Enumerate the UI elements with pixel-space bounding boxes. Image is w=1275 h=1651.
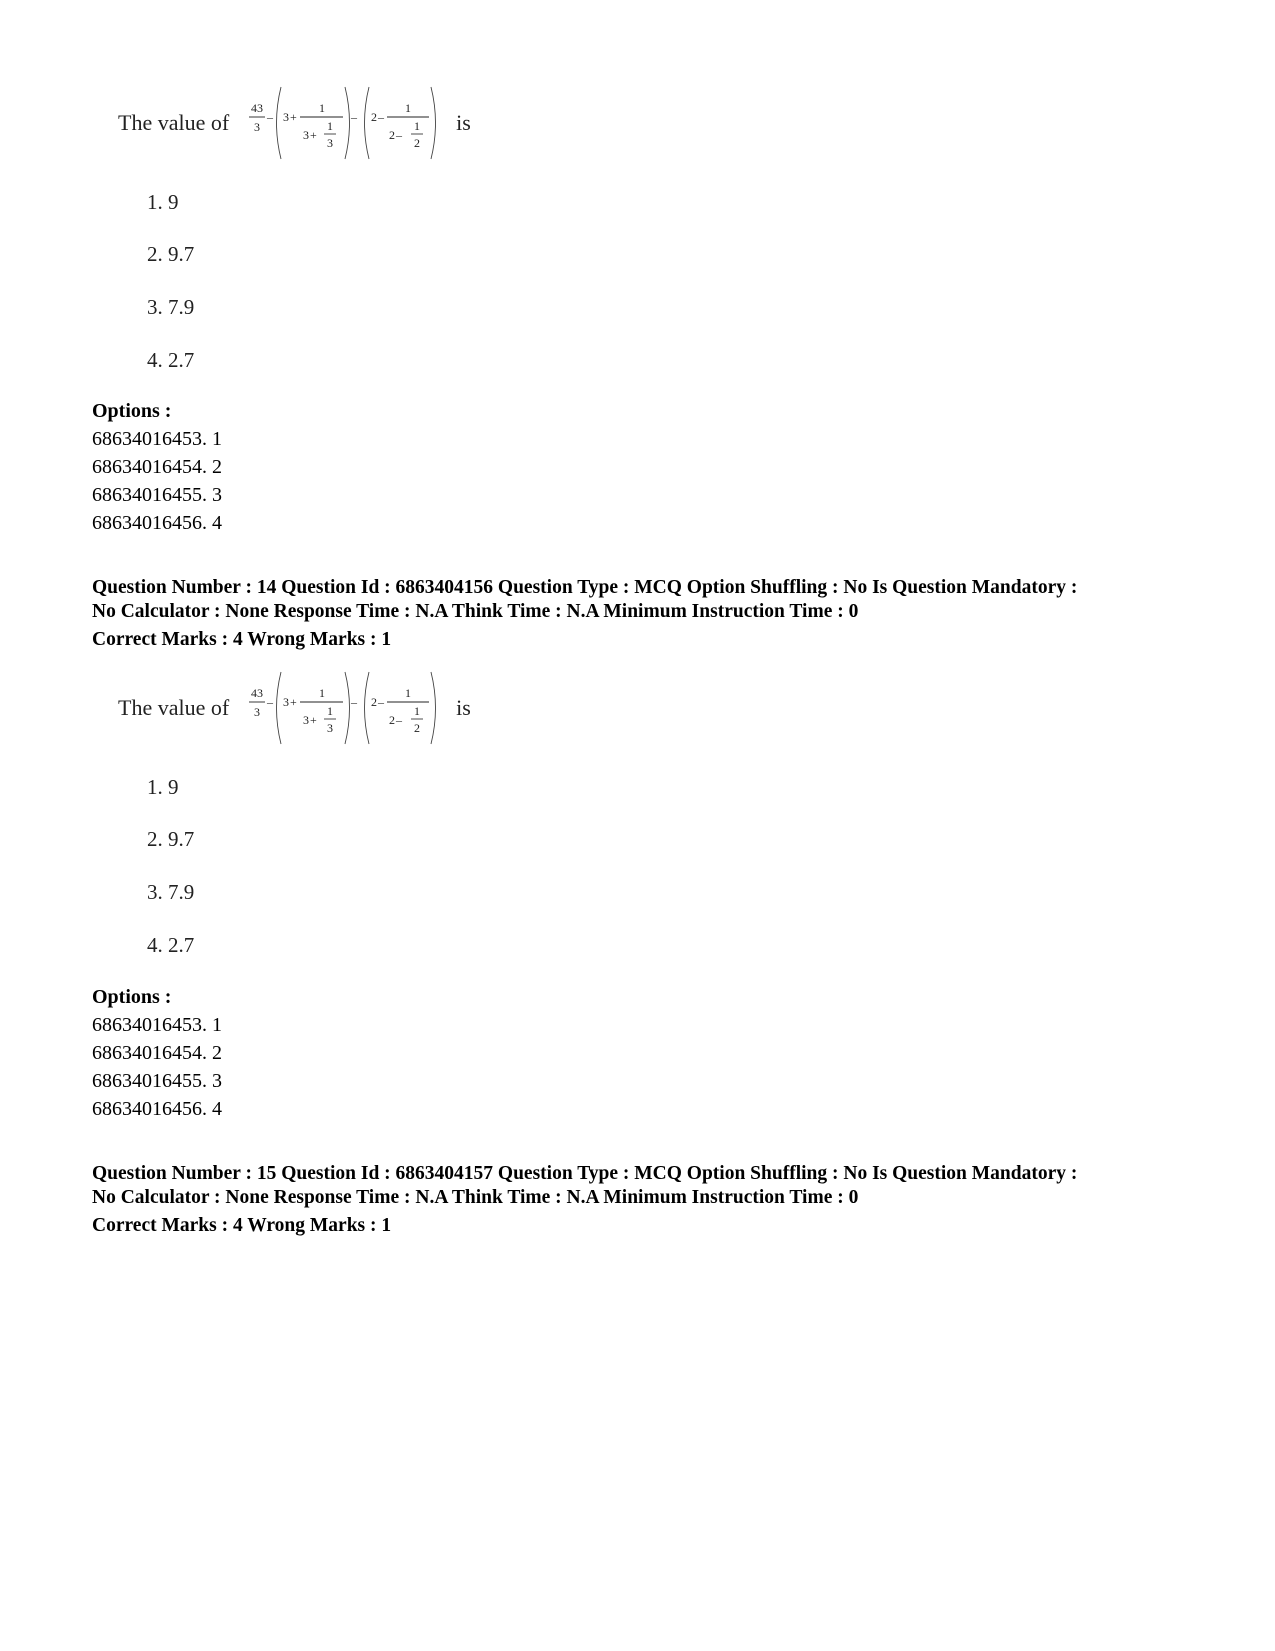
formula-f1-num: 43 xyxy=(250,101,263,115)
nested-fraction-formula xyxy=(245,84,445,162)
formula-f1-num: 43 xyxy=(250,686,263,700)
formula-minus-2: – xyxy=(350,695,357,709)
formula-p1-num: 1 xyxy=(318,101,325,115)
formula-p2-den-whole: 2 xyxy=(388,128,395,142)
question-meta-line-2: No Calculator : None Response Time : N.A Think Time : N.A Minimum Instruction Time : 0 xyxy=(92,1187,859,1208)
svg-text:–: – xyxy=(377,695,384,709)
choice-2: 2. 9.7 xyxy=(147,242,195,266)
choice-3: 3. 7.9 xyxy=(147,295,195,319)
formula-p2-den-den: 2 xyxy=(413,136,420,150)
option-id-4: 68634016456. 4 xyxy=(92,512,222,534)
stem-tail-text: is xyxy=(456,695,471,720)
question-meta-line-2: No Calculator : None Response Time : N.A Think Time : N.A Minimum Instruction Time : 0 xyxy=(92,601,859,622)
formula-p1-whole: 3 xyxy=(282,695,289,709)
svg-text:+: + xyxy=(309,128,317,142)
formula-p1-den-whole: 3 xyxy=(302,128,309,142)
svg-text:–: – xyxy=(395,128,402,142)
options-title: Options : xyxy=(92,986,172,1008)
stem-lead-text: The value of xyxy=(118,695,230,720)
stem-lead-text: The value of xyxy=(118,110,230,135)
formula-p2-den-den: 2 xyxy=(413,721,420,735)
formula-p1-den-den: 3 xyxy=(326,136,333,150)
formula-f1-den: 3 xyxy=(253,705,260,719)
choice-4: 4. 2.7 xyxy=(147,933,195,957)
formula-minus-2: – xyxy=(350,110,357,124)
formula-p2-num: 1 xyxy=(404,101,411,115)
formula-p1-den-den: 3 xyxy=(326,721,333,735)
choice-1: 1. 9 xyxy=(147,190,179,214)
option-id-1: 68634016453. 1 xyxy=(92,1014,222,1036)
nested-fraction-formula xyxy=(245,669,445,747)
options-title: Options : xyxy=(92,400,172,422)
choice-2: 2. 9.7 xyxy=(147,827,195,851)
question-marks: Correct Marks : 4 Wrong Marks : 1 xyxy=(92,629,392,650)
formula-p1-whole: 3 xyxy=(282,110,289,124)
formula-p2-den-num: 1 xyxy=(413,704,420,718)
question-stem xyxy=(118,84,471,162)
choice-1: 1. 9 xyxy=(147,775,179,799)
formula-p1-den-num: 1 xyxy=(326,119,333,133)
stem-tail-text: is xyxy=(456,110,471,135)
option-id-2: 68634016454. 2 xyxy=(92,456,222,478)
formula-p2-den-whole: 2 xyxy=(388,713,395,727)
formula-p2-num: 1 xyxy=(404,686,411,700)
choice-3: 3. 7.9 xyxy=(147,880,195,904)
formula-p1-num: 1 xyxy=(318,686,325,700)
svg-text:+: + xyxy=(289,695,297,709)
formula-minus-1: – xyxy=(266,110,273,124)
svg-text:–: – xyxy=(377,110,384,124)
svg-text:–: – xyxy=(395,713,402,727)
formula-p2-whole: 2 xyxy=(370,110,377,124)
option-id-3: 68634016455. 3 xyxy=(92,1070,222,1092)
formula-f1-den: 3 xyxy=(253,120,260,134)
option-id-1: 68634016453. 1 xyxy=(92,428,222,450)
formula-p2-whole: 2 xyxy=(370,695,377,709)
svg-text:+: + xyxy=(309,713,317,727)
choice-4: 4. 2.7 xyxy=(147,348,195,372)
question-marks: Correct Marks : 4 Wrong Marks : 1 xyxy=(92,1215,392,1236)
question-stem xyxy=(118,669,471,747)
option-id-4: 68634016456. 4 xyxy=(92,1098,222,1120)
svg-text:+: + xyxy=(289,110,297,124)
option-id-3: 68634016455. 3 xyxy=(92,484,222,506)
option-id-2: 68634016454. 2 xyxy=(92,1042,222,1064)
formula-p1-den-whole: 3 xyxy=(302,713,309,727)
formula-p2-den-num: 1 xyxy=(413,119,420,133)
question-meta-line-1: Question Number : 15 Question Id : 6863404157 Question Type : MCQ Option Shuffling : No Is Question Mandatory : xyxy=(92,1163,1078,1184)
question-meta-line-1: Question Number : 14 Question Id : 6863404156 Question Type : MCQ Option Shuffling : No Is Question Mandatory : xyxy=(92,577,1078,598)
formula-p1-den-num: 1 xyxy=(326,704,333,718)
formula-minus-1: – xyxy=(266,695,273,709)
